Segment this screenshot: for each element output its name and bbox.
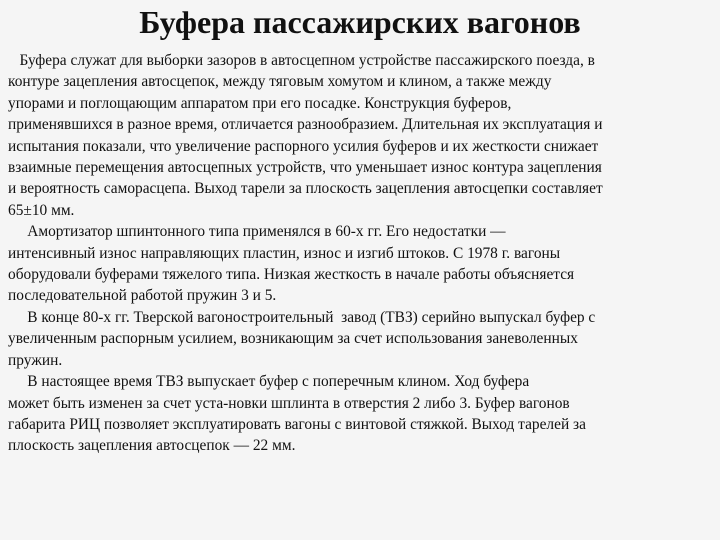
text-line: оборудовали буферами тяжелого типа. Низкая жесткость в начале работы объясняется [8, 266, 575, 284]
text-line: может быть изменен за счет уста-новки шплинта в отверстия 2 либо 3. Буфер вагонов [8, 394, 570, 412]
body-text [8, 50, 718, 457]
text-line: взаимные перемещения автосцепных устройств, что уменьшает износ контура зацепления [8, 159, 602, 177]
text-line: и вероятность саморасцепа. Выход тарели за плоскость зацепления автосцепки составляет [8, 180, 603, 198]
text-line: 65±10 мм. [8, 201, 75, 219]
text-line: габарита РИЦ позволяет эксплуатировать вагоны с винтовой стяжкой. Выход тарелей за [8, 415, 586, 433]
text-line: В конце 80-х гг. Тверской вагоностроительный завод (ТВЗ) серийно выпускал буфер с [8, 308, 596, 326]
text-line: увеличенным распорным усилием, возникающим за счет использования заневоленных [8, 330, 578, 348]
text-line: плоскость зацепления автосцепок — 22 мм. [8, 437, 296, 455]
text-line: Амортизатор шпинтонного типа применялся в 60-х гг. Его недостатки — [8, 223, 506, 241]
text-line: В настоящее время ТВЗ выпускает буфер с поперечным клином. Ход буфера [8, 373, 530, 391]
text-line: применявшихся в разное время, отличается разнообразием. Длительная их эксплуатация и [8, 116, 603, 134]
text-line: упорами и поглощающим аппаратом при его посадке. Конструкция буферов, [8, 94, 512, 112]
text-line: последовательной работой пружин 3 и 5. [8, 287, 277, 305]
text-line: контуре зацепления автосцепок, между тяговым хомутом и клином, а также между [8, 73, 552, 91]
text-line: пружин. [8, 351, 63, 369]
text-line: интенсивный износ направляющих пластин, износ и изгиб штоков. С 1978 г. вагоны [8, 244, 561, 262]
page-title: Буфера пассажирских вагонов [139, 4, 581, 40]
text-line: Буфера служат для выборки зазоров в автосцепном устройстве пассажирского поезда, в [8, 52, 595, 69]
text-line: испытания показали, что увеличение распорного усилия буферов и их жесткости снижает [8, 137, 599, 155]
